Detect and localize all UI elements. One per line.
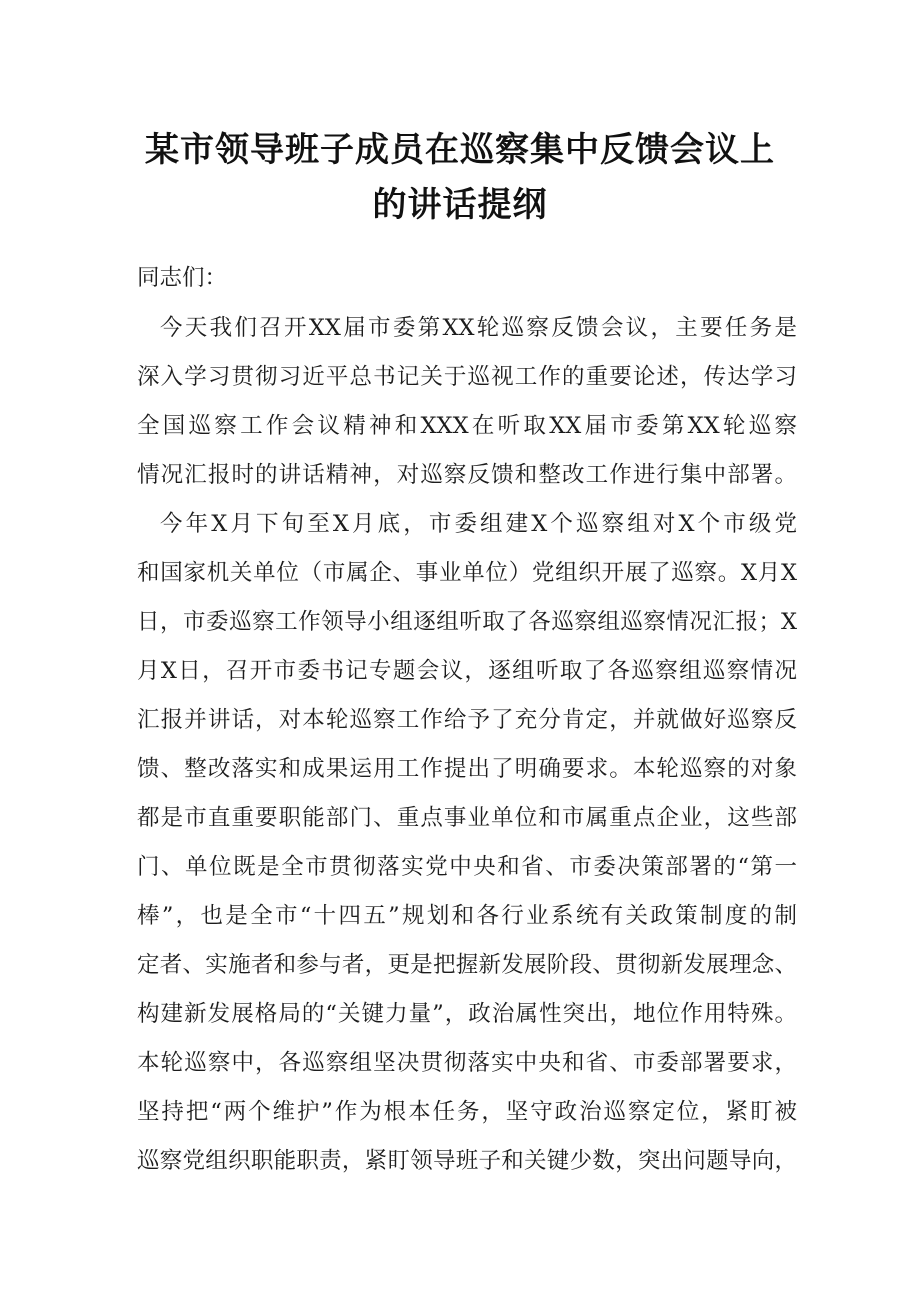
body-line: 本轮巡察中，各巡察组坚决贯彻落实中央和省、市委部署要求， bbox=[137, 1050, 797, 1076]
body-line: 月X日，召开市委书记专题会议，逐组听取了各巡察组巡察情况 bbox=[137, 658, 797, 684]
body-line: 汇报并讲话，对本轮巡察工作给予了充分肯定，并就做好巡察反 bbox=[137, 707, 797, 733]
body-line: 构建新发展格局的“关键力量”，政治属性突出，地位作用特殊。 bbox=[137, 1001, 797, 1027]
body-line: 馈、整改落实和成果运用工作提出了明确要求。本轮巡察的对象 bbox=[137, 756, 797, 782]
body-line: 巡察党组织职能职责，紧盯领导班子和关键少数，突出问题导向， bbox=[137, 1148, 797, 1174]
body-line: 和国家机关单位（市属企、事业单位）党组织开展了巡察。X月X bbox=[137, 560, 797, 586]
salutation: 同志们： bbox=[137, 265, 228, 291]
body-line: 情况汇报时的讲话精神，对巡察反馈和整改工作进行集中部署。 bbox=[137, 462, 797, 488]
body-line: 定者、实施者和参与者，更是把握新发展阶段、贯彻新发展理念、 bbox=[137, 952, 797, 978]
body-line: 日，市委巡察工作领导小组逐组听取了各巡察组巡察情况汇报；X bbox=[137, 609, 797, 635]
body-line: 都是市直重要职能部门、重点事业单位和市属重点企业，这些部 bbox=[137, 805, 797, 831]
document-title-line-1: 某市领导班子成员在巡察集中反馈会议上 bbox=[145, 130, 775, 170]
body-line: 深入学习贯彻习近平总书记关于巡视工作的重要论述，传达学习 bbox=[137, 364, 797, 390]
document-title-line-2: 的讲话提纲 bbox=[372, 185, 548, 225]
body-line: 今天我们召开XX届市委第XX轮巡察反馈会议，主要任务是 bbox=[160, 315, 797, 341]
body-line: 坚持把“两个维护”作为根本任务，坚守政治巡察定位，紧盯被 bbox=[137, 1099, 797, 1125]
body-line: 全国巡察工作会议精神和XXX在听取XX届市委第XX轮巡察 bbox=[137, 413, 797, 439]
body-line: 棒”，也是全市“十四五”规划和各行业系统有关政策制度的制 bbox=[137, 903, 797, 929]
body-line: 今年X月下旬至X月底，市委组建X个巡察组对X个市级党 bbox=[160, 511, 797, 537]
body-line: 门、单位既是全市贯彻落实党中央和省、市委决策部署的“第一 bbox=[137, 854, 797, 880]
